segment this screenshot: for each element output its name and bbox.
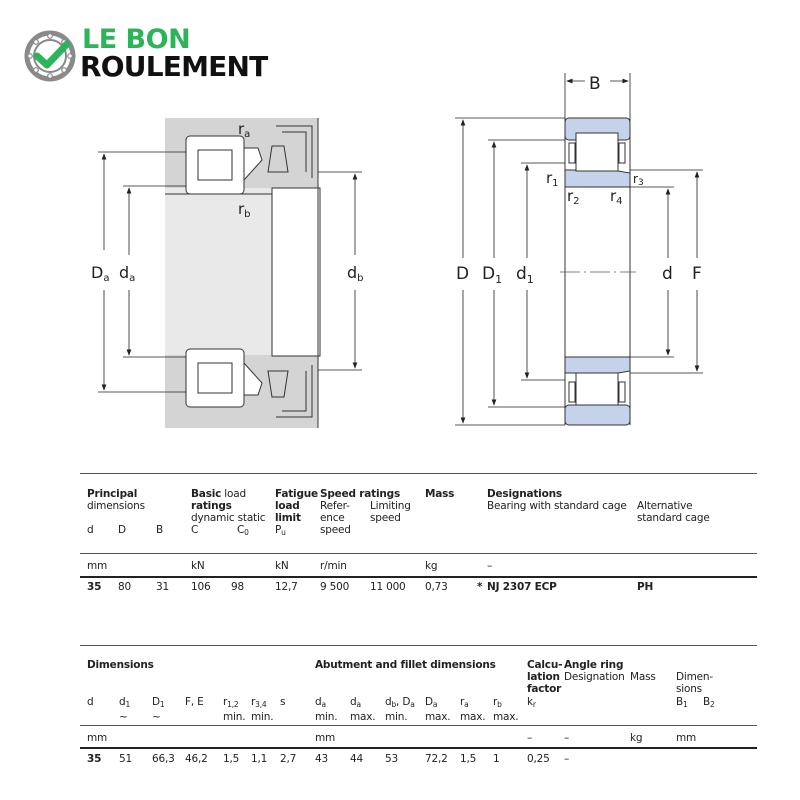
header-dimensions: Dimensions bbox=[87, 659, 154, 671]
col-B: B bbox=[156, 524, 164, 536]
popular-marker: * bbox=[477, 581, 483, 593]
label-d: d bbox=[662, 264, 673, 284]
divider bbox=[80, 747, 757, 749]
cell: 43 bbox=[315, 753, 328, 765]
cell: 106 bbox=[191, 581, 211, 593]
col-d: d bbox=[87, 696, 94, 708]
col-rb-max: $r_b$ max. bbox=[493, 696, 519, 723]
label-db: db bbox=[347, 263, 364, 284]
label-Da: Da bbox=[91, 263, 110, 284]
unit: kN bbox=[191, 560, 205, 572]
label-F: F bbox=[692, 264, 702, 284]
col-D1: $D_1$ ~ bbox=[152, 696, 165, 723]
unit: kg bbox=[630, 732, 643, 744]
col-da-max: $d_a$ max. bbox=[350, 696, 376, 723]
label-r1: $r_1$ bbox=[546, 169, 559, 189]
col-FE: F, E bbox=[185, 696, 204, 708]
cell: 98 bbox=[231, 581, 244, 593]
header-abutment: Abutment and fillet dimensions bbox=[315, 659, 496, 671]
cell: 2,7 bbox=[280, 753, 297, 765]
divider bbox=[80, 553, 757, 554]
col-B2: $B_2$ bbox=[703, 696, 715, 709]
col-r12: $r_{1,2}$ min. bbox=[223, 696, 246, 723]
header-limiting-speed: Limiting speed bbox=[370, 500, 411, 524]
col-d: d bbox=[87, 524, 94, 536]
label-da: da bbox=[119, 263, 136, 284]
label-ra: $r_a$ bbox=[238, 120, 251, 140]
col-d1: $d_1$ ~ bbox=[119, 696, 131, 723]
label-rb: $r_b$ bbox=[238, 200, 251, 220]
unit: mm bbox=[676, 732, 697, 744]
cell: 0,25 bbox=[527, 753, 550, 765]
col-ra-max: $r_a$ max. bbox=[460, 696, 486, 723]
cell: – bbox=[564, 753, 570, 765]
header-fatigue-load-limit: Fatigue load limit bbox=[275, 488, 318, 524]
label-D1: $D_1$ bbox=[482, 264, 503, 286]
col-D: D bbox=[118, 524, 126, 536]
header-basic-load-ratings: Basic load ratings dynamic static bbox=[191, 488, 266, 524]
cell: 1,1 bbox=[251, 753, 268, 765]
label-D: D bbox=[456, 264, 470, 284]
cell: 53 bbox=[385, 753, 398, 765]
unit: kg bbox=[425, 560, 438, 572]
col-B1: $B_1$ bbox=[676, 696, 688, 709]
header-alternative-cage: Alternative standard cage bbox=[637, 500, 710, 524]
cell: 31 bbox=[156, 581, 169, 593]
unit: r/min bbox=[320, 560, 347, 572]
logo-line1: LE BON bbox=[82, 24, 191, 55]
cell: 66,3 bbox=[152, 753, 175, 765]
cell: 72,2 bbox=[425, 753, 448, 765]
cell: 1 bbox=[493, 753, 500, 765]
header-dimensions-b: Dimen- sions bbox=[676, 671, 713, 695]
unit: – bbox=[527, 732, 533, 744]
unit: – bbox=[564, 732, 570, 744]
bearing-check-icon bbox=[24, 30, 76, 82]
divider bbox=[80, 473, 757, 474]
unit: mm bbox=[87, 560, 108, 572]
unit: – bbox=[487, 560, 493, 572]
designation-link[interactable]: NJ 2307 ECP bbox=[487, 581, 557, 593]
label-r4: $r_4$ bbox=[610, 187, 623, 207]
col-Pu: $P_u$ bbox=[275, 524, 286, 537]
cell: 80 bbox=[118, 581, 131, 593]
label-d1: $d_1$ bbox=[516, 264, 534, 286]
header-calculation-factor: Calcu- lation factor bbox=[527, 659, 563, 695]
divider bbox=[80, 645, 757, 646]
col-Da-max: $D_a$ max. bbox=[425, 696, 451, 723]
cell: 1,5 bbox=[223, 753, 240, 765]
unit: mm bbox=[315, 732, 336, 744]
header-principal-dimensions: Principal dimensions bbox=[87, 488, 145, 512]
header-reference-speed: Refer- ence speed bbox=[320, 500, 351, 536]
col-C0: $C_0$ bbox=[237, 524, 249, 537]
label-r3: r3 bbox=[633, 172, 644, 188]
unit: kN bbox=[275, 560, 289, 572]
col-kr: $k_r$ bbox=[527, 696, 536, 709]
cell: 12,7 bbox=[275, 581, 298, 593]
mounting-drawing bbox=[80, 100, 380, 440]
header-speed-ratings: Speed ratings bbox=[320, 488, 401, 500]
col-db-Da-min: $d_b$, $D_a$ min. bbox=[385, 696, 415, 723]
cell: 44 bbox=[350, 753, 363, 765]
header-angle-ring: Angle ring Designation bbox=[564, 659, 625, 683]
cell: PH bbox=[637, 581, 654, 593]
divider bbox=[80, 725, 757, 726]
cell: 9 500 bbox=[320, 581, 350, 593]
cell: 35 bbox=[87, 753, 102, 765]
divider bbox=[80, 576, 757, 578]
header-mass: Mass bbox=[630, 671, 656, 683]
cell: 35 bbox=[87, 581, 102, 593]
cell: 11 000 bbox=[370, 581, 406, 593]
header-mass: Mass bbox=[425, 488, 455, 500]
col-da-min: $d_a$ min. bbox=[315, 696, 338, 723]
col-s: s bbox=[280, 696, 286, 708]
bearing-drawing bbox=[440, 60, 720, 440]
cell: 0,73 bbox=[425, 581, 448, 593]
cell: 1,5 bbox=[460, 753, 477, 765]
cell: 46,2 bbox=[185, 753, 208, 765]
col-r34: $r_{3,4}$ min. bbox=[251, 696, 274, 723]
logo-line2: ROULEMENT bbox=[80, 50, 268, 83]
header-designations: Designations Bearing with standard cage bbox=[487, 488, 627, 512]
label-r2: $r_2$ bbox=[567, 187, 580, 207]
label-B: B bbox=[589, 74, 601, 94]
unit: mm bbox=[87, 732, 108, 744]
col-C: C bbox=[191, 524, 199, 536]
cell: 51 bbox=[119, 753, 132, 765]
